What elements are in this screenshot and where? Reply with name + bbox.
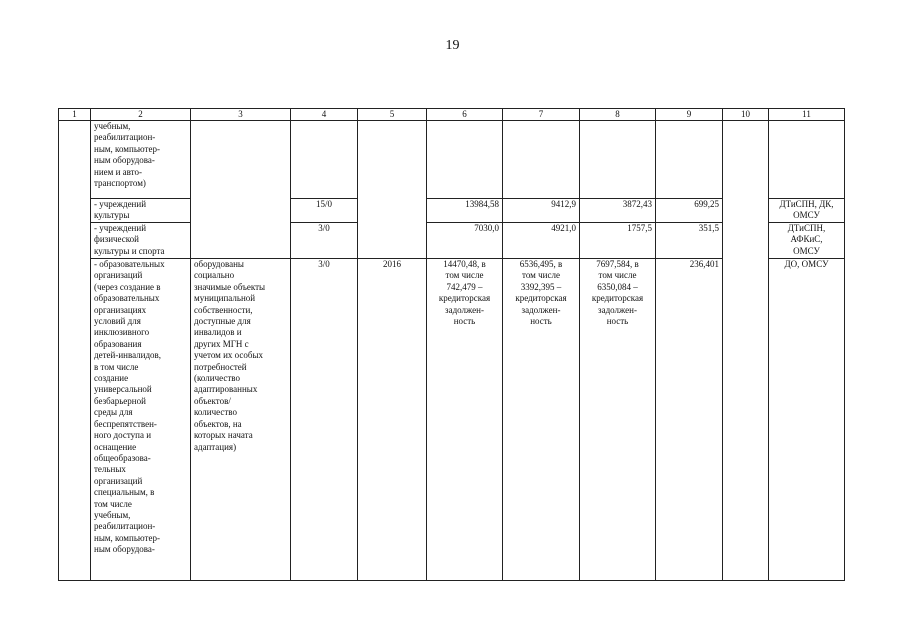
- executor-cell: ДО, ОМСУ: [769, 259, 845, 581]
- regional-cell: 7697,584, в том числе 6350,084 – кредиторская задолжен- ность: [580, 259, 656, 581]
- local-cell: 351,5: [656, 223, 723, 259]
- regional-cell: 3872,43: [580, 199, 656, 223]
- page-number: 19: [445, 38, 460, 53]
- header-cell-2: 2: [91, 109, 191, 121]
- total-cell: [427, 121, 503, 199]
- count-cell: 3/0: [291, 259, 358, 581]
- year-cell: [358, 121, 427, 259]
- header-cell-8: 8: [580, 109, 656, 121]
- total-cell: 14470,48, в том числе 742,479 – кредиторская задолжен- ность: [427, 259, 503, 581]
- indicator-cell: [191, 121, 291, 259]
- header-row: [59, 109, 845, 121]
- column-10-cell: [723, 121, 769, 581]
- total-cell: 13984,58: [427, 199, 503, 223]
- indicator-cell: оборудованы социально значимые объекты муниципальной собственности, доступные для инвалидов и других МГН с учетом их особых потребностей (количество адаптированных объектов/ количество объектов, на которых начата адаптация): [191, 259, 291, 581]
- federal-cell: 4921,0: [503, 223, 580, 259]
- local-cell: [656, 121, 723, 199]
- executor-cell: ДТиСПН, АФКиС, ОМСУ: [769, 223, 845, 259]
- header-cell-4: 4: [291, 109, 358, 121]
- row-number-cell: [59, 121, 91, 581]
- row-description: - учреждений культуры: [91, 199, 191, 223]
- regional-cell: [580, 121, 656, 199]
- executor-cell: [769, 121, 845, 199]
- count-cell: 3/0: [291, 223, 358, 259]
- local-cell: 699,25: [656, 199, 723, 223]
- row-description: - образовательных организаций (через создание в образовательных организациях условий для инклюзивного образования детей-инвалидов, в том числе создание универсальной безбарьерной среды для беспрепятствен- ного доступа и оснащение общеобразова- тельных организаций специальным, в том числе учебным, реабилитацион- ным, компьютер- ным оборудова-: [91, 259, 191, 581]
- header-cell-5: 5: [358, 109, 427, 121]
- count-cell: 15/0: [291, 199, 358, 223]
- header-cell-7: 7: [503, 109, 580, 121]
- executor-cell: ДТиСПН, ДК, ОМСУ: [769, 199, 845, 223]
- federal-cell: 6536,495, в том числе 3392,395 – кредиторская задолжен- ность: [503, 259, 580, 581]
- header-cell-10: 10: [723, 109, 769, 121]
- row-description: - учреждений физической культуры и спорта: [91, 223, 191, 259]
- program-table: [58, 108, 845, 581]
- header-cell-6: 6: [427, 109, 503, 121]
- row-description: учебным, реабилитацион- ным, компьютер- ным оборудова- нием и авто- транспортом): [91, 121, 191, 199]
- header-cell-3: 3: [191, 109, 291, 121]
- header-cell-9: 9: [656, 109, 723, 121]
- year-cell: 2016: [358, 259, 427, 581]
- federal-cell: 9412,9: [503, 199, 580, 223]
- count-cell: [291, 121, 358, 199]
- header-cell-1: 1: [59, 109, 91, 121]
- local-cell: 236,401: [656, 259, 723, 581]
- header-cell-11: 11: [769, 109, 845, 121]
- table-row: [59, 121, 845, 199]
- total-cell: 7030,0: [427, 223, 503, 259]
- regional-cell: 1757,5: [580, 223, 656, 259]
- federal-cell: [503, 121, 580, 199]
